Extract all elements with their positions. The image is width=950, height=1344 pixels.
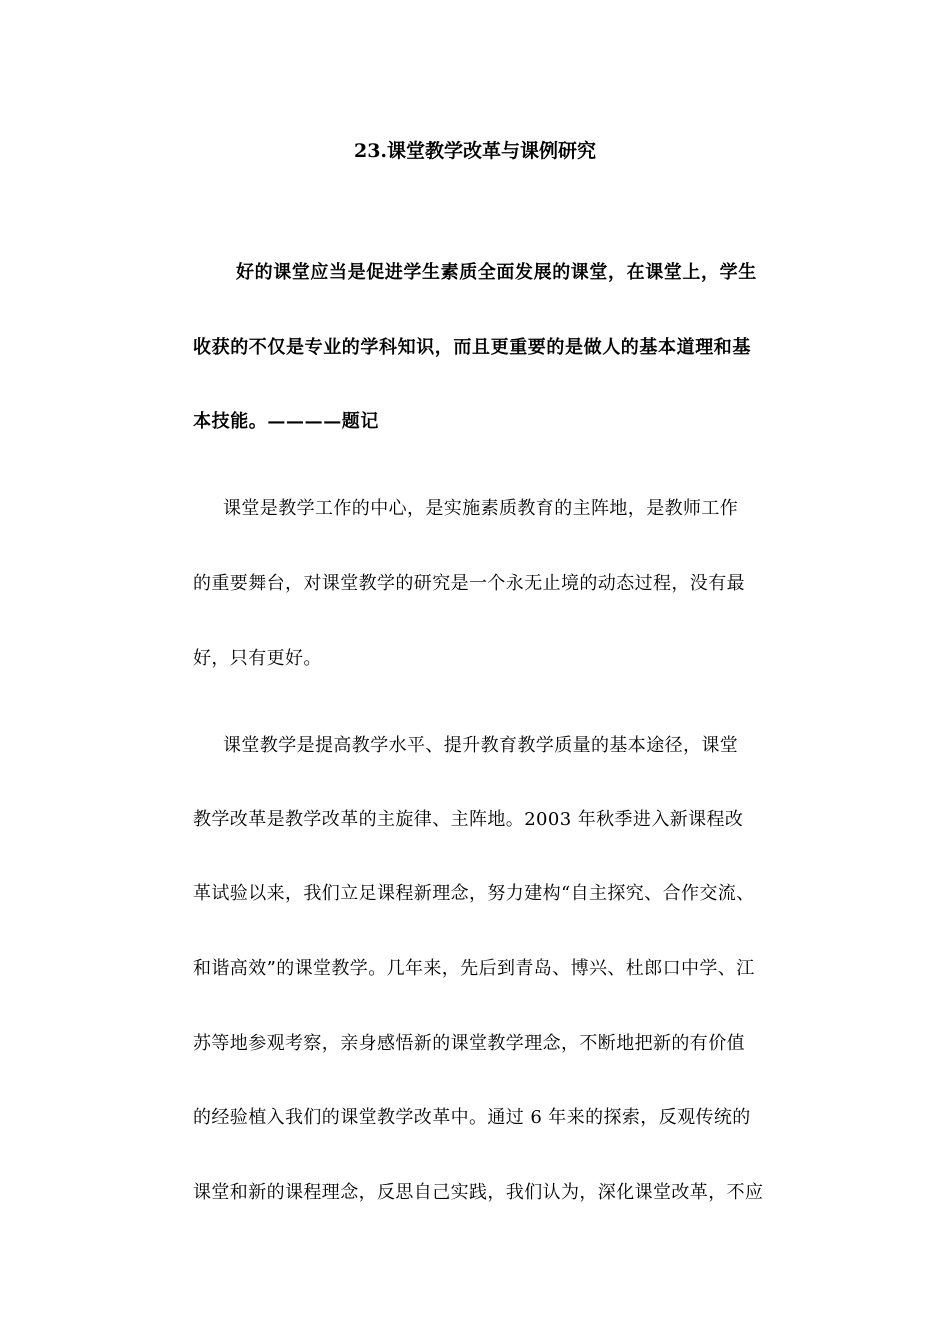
paragraph-1-line-2: 的重要舞台，对课堂教学的研究是一个永无止境的动态过程，没有最 bbox=[193, 573, 745, 594]
epigraph-line-3: 本技能。————题记 bbox=[193, 411, 379, 432]
document-title: 23.课堂教学改革与课例研究 bbox=[353, 140, 597, 162]
epigraph-line-1: 好的课堂应当是促进学生素质全面发展的课堂，在课堂上，学生 bbox=[236, 262, 757, 283]
paragraph-2-line-5: 苏等地参观考察，亲身感悟新的课堂教学理念，不断地把新的有价值 bbox=[193, 1033, 745, 1054]
paragraph-2-line-3: 革试验以来，我们立足课程新理念，努力建构“自主探究、合作交流、 bbox=[193, 883, 755, 904]
paragraph-2-line-6: 的经验植入我们的课堂教学改革中。通过 6 年来的探索，反观传统的 bbox=[193, 1107, 751, 1128]
paragraph-2-line-7: 课堂和新的课程理念，反思自己实践，我们认为，深化课堂改革，不应 bbox=[193, 1182, 764, 1203]
paragraph-2-line-1: 课堂教学是提高教学水平、提升教育教学质量的基本途径，课堂 bbox=[223, 735, 739, 756]
paragraph-2-line-2: 教学改革是教学改革的主旋律、主阵地。2003 年秋季进入新课程改 bbox=[193, 809, 744, 830]
paragraph-1-line-3: 好，只有更好。 bbox=[193, 648, 322, 669]
paragraph-1-line-1: 课堂是教学工作的中心，是实施素质教育的主阵地，是教师工作 bbox=[223, 498, 739, 519]
epigraph-line-2: 收获的不仅是专业的学科知识，而且更重要的是做人的基本道理和基 bbox=[193, 337, 751, 358]
paragraph-2-line-4: 和谐高效”的课堂教学。几年来，先后到青岛、博兴、杜郎口中学、江 bbox=[193, 958, 755, 979]
